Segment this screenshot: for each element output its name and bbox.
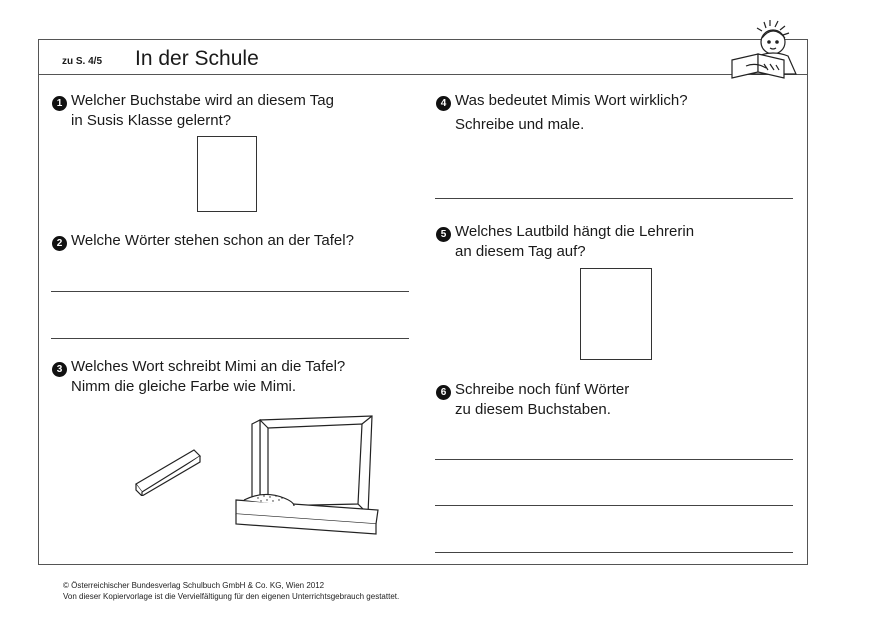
question-5 — [436, 222, 694, 262]
question-3-text: Welches Wort schreibt Mimi an die Tafel? — [71, 358, 346, 375]
question-6-text-cont: zu diesem Buchstaben. — [455, 401, 611, 418]
answer-line[interactable] — [435, 198, 793, 199]
number-badge: 5 — [436, 227, 451, 242]
question-4 — [436, 91, 688, 135]
question-3-text-cont: Nimm die gleiche Farbe wie Mimi. — [71, 378, 297, 395]
answer-line[interactable] — [435, 552, 793, 553]
worksheet-title: In der Schule — [135, 47, 259, 70]
usage-notice: Von dieser Kopiervorlage ist die Vervielfältigung für den eigenen Unterrichtsgebrauch gestattet. — [63, 592, 400, 601]
number-badge: 6 — [436, 385, 451, 400]
page-reference: zu S. 4/5 — [62, 56, 103, 67]
question-1-text-cont: in Susis Klasse gelernt? — [71, 112, 232, 129]
question-1-text: Welcher Buchstabe wird an diesem Tag — [71, 92, 334, 109]
answer-line[interactable] — [51, 338, 409, 339]
question-4-text-cont: Schreibe und male. — [455, 116, 585, 133]
blackboard-icon[interactable] — [230, 412, 388, 538]
question-6-text: Schreibe noch fünf Wörter — [455, 381, 630, 398]
question-2 — [52, 231, 354, 251]
question-2-text: Welche Wörter stehen schon an der Tafel? — [71, 232, 354, 249]
answer-line[interactable] — [435, 505, 793, 506]
question-1 — [52, 91, 334, 131]
chalk-icon — [132, 444, 204, 496]
answer-box-sound-picture[interactable] — [580, 268, 652, 360]
number-badge: 1 — [52, 96, 67, 111]
answer-box-letter[interactable] — [197, 136, 257, 212]
question-5-text-cont: an diesem Tag auf? — [455, 243, 586, 260]
number-badge: 3 — [52, 362, 67, 377]
question-4-text: Was bedeutet Mimis Wort wirklich? — [455, 92, 688, 109]
question-3 — [52, 357, 345, 397]
question-6 — [436, 380, 629, 420]
number-badge: 4 — [436, 96, 451, 111]
header-divider — [38, 74, 808, 75]
answer-line[interactable] — [51, 291, 409, 292]
copyright-line: © Österreichischer Bundesverlag Schulbuch GmbH & Co. KG, Wien 2012 — [63, 581, 325, 590]
number-badge: 2 — [52, 236, 67, 251]
answer-line[interactable] — [435, 459, 793, 460]
reading-girl-icon — [728, 20, 806, 80]
question-5-text: Welches Lautbild hängt die Lehrerin — [455, 223, 695, 240]
